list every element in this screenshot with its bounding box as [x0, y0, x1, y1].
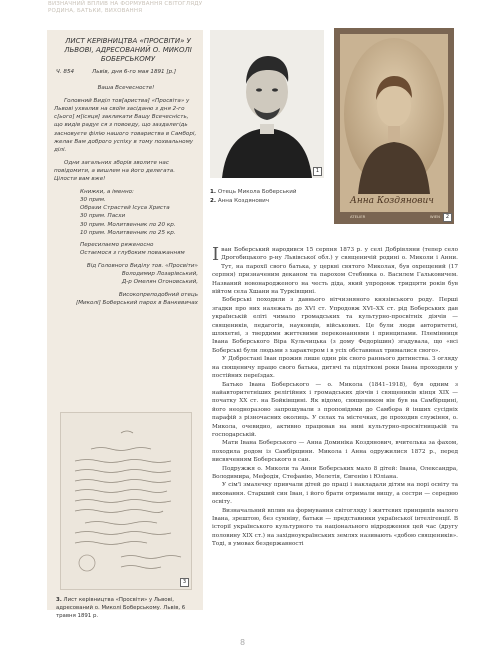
- portrait-man: [210, 30, 324, 178]
- photo-card: [340, 34, 448, 212]
- drop-cap: І: [212, 244, 220, 265]
- body-paragraph: Батько Івана Боберського — о. Микола (1841–1918), був одним з найавторитетніших релігійних і громадських діячів і священиків кінця XIX — початку XX ст. на Бойківщині. Як відомо, священиком він був на Самбірщині, його неодноразово запрошували з проповідями до Самбора й інших сусідніх парафій з різночасних околиць. У селах та містечках, де проходив служіння, о. Микола, очевидно, активно працював на ниві культурно-просвітницькій та господарській.: [212, 381, 458, 438]
- letter-paragraph: Головний Виділ тов[ариства] «Просвіта» у Львові ухвалив на своїм засіданю з дня 2-го с[ього] м[ісяця] закликати Вашу Всечесність, що видів радує ся з повоеду, що заздалегідь засновуєте філію нашого товариства в Самборі, желає Вам доброго успіху в тому похвальному ділі.: [54, 97, 197, 153]
- book-item: 30 прим.: [80, 196, 106, 203]
- captions-1-2: [210, 188, 330, 206]
- running-header: [0, 0, 496, 16]
- manuscript-letter-image: [60, 412, 192, 590]
- figure-number-badge: 3: [180, 578, 189, 587]
- running-header-line-1: ВИЗНАЧНИЙ ВПЛИВ НА ФОРМУВАННЯ СВІТОГЛЯДУ: [48, 1, 203, 7]
- body-paragraph: Мати Івана Боберського — Анна Доминіка Коздянович, вчителька за фахом, походила родом із Самбірщини. Микола і Анна одружилися 1872 р., перед висвяченням Боберського в сан.: [212, 440, 458, 464]
- photo-mother: [334, 28, 454, 224]
- letter-paragraph: Одни загальних зборів зволите нас повідомити, а вишлем на його делегата. Цілости вам вже!: [54, 159, 176, 183]
- body-paragraph: Подружжя о. Миколи та Анни Боберських мало 8 дітей: Івана, Олександра, Володимира, Мефодія, Стефанію, Мелетія, Євгенію і Юліана.: [212, 465, 458, 480]
- book-item: 30 прим. Пасхи: [80, 213, 126, 220]
- letter-number: Ч. 854: [56, 69, 75, 75]
- book-item: 30 прим. Молитвенник по 20 кр.: [80, 221, 176, 228]
- letter-text: [54, 84, 198, 312]
- caption-1: 1. Отець Микола Боберський: [210, 189, 297, 195]
- letter-closing: Пересилаємо ряженосно Остаємося з глубоким поважанням: [80, 241, 185, 257]
- caption-3: 3. Лист керівництва «Просвіти» у Львові, адресований о. Миколі Боберському. Львів, 6 травня 1891 р.: [56, 597, 186, 619]
- book-item: Образи Стpастей Ісуса Христа: [80, 205, 170, 212]
- photo-inscription: Анна Коздянович: [350, 196, 434, 206]
- body-paragraph: Визначальний вплив на формування світогляду і життєвих принципів малого Івана, зрештою, без сумніву, батьки — представники української інтелігенції. В історії українського культурного та національного відродження цей час (другу половину XIX ст.) на західноукраїнських землях називають «добою священиків». Тоді, в умовах бездержавності: [212, 507, 458, 548]
- book-list: [54, 188, 198, 237]
- photo-father: [210, 30, 324, 178]
- body-paragraph: У сім'ї змалечку привчали дітей до праці і накладали дітям на порі освіту та виховання. Старший син Іван, і його брати отримали вищу, а сестри — середню освіту.: [212, 482, 458, 506]
- page-number: 8: [240, 638, 246, 647]
- letter-salutation: Ваша Всечесносте!: [97, 85, 155, 91]
- letter-signatures: Від Головного Виділу тов. «Просвіти» Володимир Лозарівський, Д-р Омелян Огоновський,: [86, 262, 198, 286]
- body-paragraph: Боберські походили з давнього вітчизняного князівського роду. Перші згадки про них належать до XVI ст. Упродовж XVI–XX ст. рід Боберських дав українській еліті чимало громадських та культурно-просвітніх діячів — священиків, педагогів, науковців, військових. Це були люди авторитетні, шляхетні, з твердими життєвими переконаннями і принципами. Племінниця Івана Боберського Віра Кульчицька (з дому Федорішин) згадувала, що «всі Боберські були людьми з характером і в усіх обставинах трималися свого».: [212, 297, 458, 354]
- letter-title: ЛИСТ КЕРІВНИЦТВА «ПРОСВІТИ» У ЛЬВОВІ, АДРЕСОВАНИЙ О. МИКОЛІ БОБЕРСЬКОМУ: [64, 37, 192, 63]
- letter-addressee: Високопреподобний отець [Миколі] Боберський парох в Ванкевичах: [76, 291, 198, 307]
- running-header-line-2: РОДИНА, БАТЬКИ, ВИХОВАННЯ: [48, 8, 143, 14]
- article-body: [212, 246, 458, 549]
- book-list-intro: Книжки, а іменно:: [80, 188, 134, 195]
- letter-place-date: Львів, дня 6-го мая 1891 [р.]: [92, 69, 177, 75]
- portrait-woman: [340, 34, 448, 212]
- caption-2: 2. Анна Коздянович: [210, 198, 270, 204]
- figure-number-badge: 2: [443, 213, 452, 222]
- manuscript-handwriting: [61, 413, 191, 589]
- photo-studio-mark: ATELIER WIEN: [350, 214, 440, 219]
- body-paragraph: ван Боберський народився 15 серпня 1873 р. у селі Добрівляни (тепер село Дрогобицького р-ну Львівської обл.) у священичій родині о. Миколи і Анни. Тут, на парохії свого батька, у церкві святого Миколая, був охрещений (17 серпня) призначеним деканом та парохом Стебника о. Василем Гальковичем. Названий новонародженого на честь діда, який упродовж тридцяти років був війтом села Хшани на Турківщині.: [212, 247, 458, 296]
- body-paragraph: У Добростані Іван прожив лише один рік свого раннього дитинства. З огляду на священичу працю свого батька, дитячі та підліткові роки Івана проходили у постійних переїздах.: [212, 356, 458, 380]
- book-item: 10 прим. Молитвенник по 25 кр.: [80, 229, 176, 236]
- figure-number-badge: 1: [313, 167, 322, 176]
